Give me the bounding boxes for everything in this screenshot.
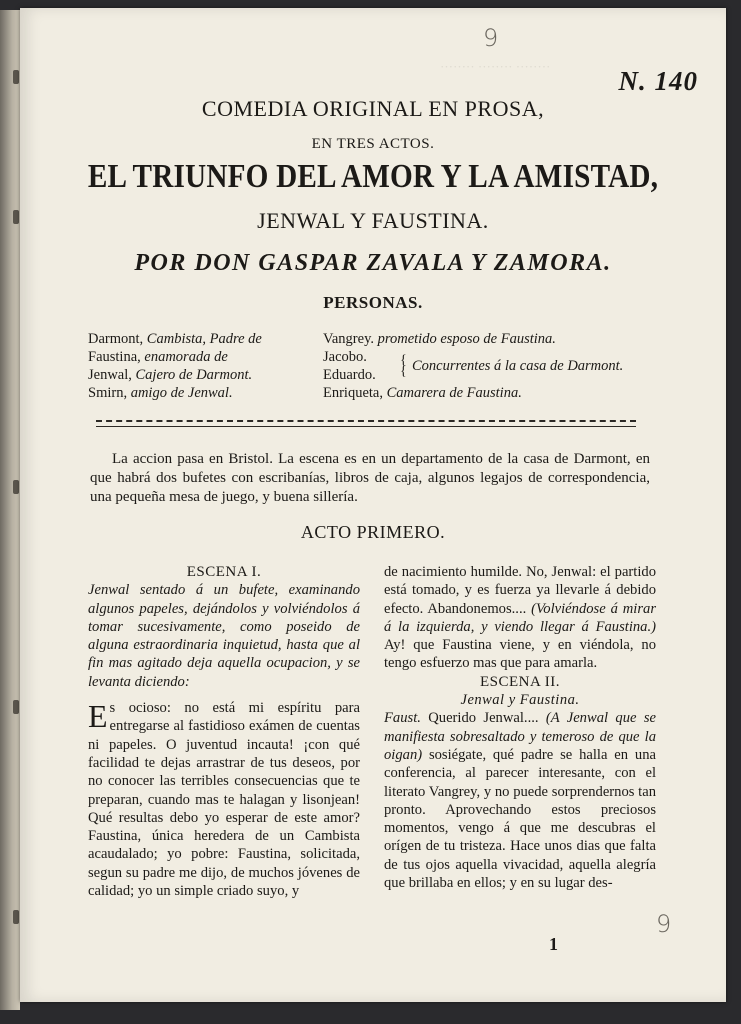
genre-heading: COMEDIA ORIGINAL EN PROSA, [201,96,545,121]
setting-paragraph: La accion pasa en Bristol. La escena es en un departamento de la casa de Darmont, en que habrá dos bufetes con escribanías, libros de caja, algunos legajos de correspondencia, una pequeña mesa de juego, y buena sillería. [90,451,650,505]
play-subtitle: JENWAL Y FAUSTINA. [257,208,489,233]
persona-entry: Smirn, amigo de Jenwal. [88,385,233,401]
concurrentes-note: Concurrentes á la casa de Darmont. [412,358,624,374]
persona-entry: Faustina, enamorada de [88,349,228,365]
act-heading: ACTO PRIMERO. [300,522,446,542]
persona-entry: Darmont, Cambista, Padre de [88,331,262,347]
author-line: POR DON GASPAR ZAVALA Y ZAMORA. [134,250,612,276]
binding-stitch [13,70,19,84]
persona-entry: Eduardo. [323,367,376,383]
persona-entry: Jenwal, Cajero de Darmont. [88,367,253,383]
binding-stitch [13,210,19,224]
personas-heading: PERSONAS. [323,293,423,312]
brace-symbol: { { [400,353,407,379]
scene-characters: Jenwal y Faustina. [460,692,580,709]
document-page [20,8,726,1002]
persona-entry: Vangrey. prometido esposo de Faustina. [323,331,556,347]
acts-heading: EN TRES ACTOS. [311,136,435,152]
persona-entry: Enriqueta, Camarera de Faustina. [323,385,522,401]
speaker-name: Faust. [384,710,421,727]
bleed-through-text: ········ ········ ········ [440,59,551,74]
decorative-rule [96,420,636,427]
pencil-annotation-top: 9 [483,24,499,52]
binding-stitch [13,910,19,924]
right-column [384,563,656,892]
scene-heading: ESCENA I. [186,564,262,580]
persona-entry: Jacobo. [323,349,367,365]
drop-cap: E [88,698,108,735]
binding-stitch [13,700,19,714]
personas-left-list [88,330,262,402]
scene-heading: ESCENA II. [480,673,560,690]
play-title: EL TRIUNFO DEL AMOR Y LA AMISTAD, [87,158,659,195]
page-number: 1 [549,934,558,954]
left-column [88,563,360,900]
binding-stitch [13,480,19,494]
stage-direction: Jenwal sentado á un bufete, examinando algunos papeles, dejándolos y volviéndolos á tomar sucesivamente, como poseido de alguna estraordinaria inquietud, hasta que al fin mas agitado deja aquella ocupacion, y se levanta diciendo: [88,582,360,690]
speech-paragraph: de nacimiento humilde. No, Jenwal: el partido está tomado, y es fuerza ya llevarle á debido efecto. Abandonemos.... (Volviéndose á mirar á la izquierda, y viendo llegar á Faustina.) Ay! que Faustina viene, y en viéndola, no tengo esfuerzo mas que para amarla. [384,564,656,672]
speech-paragraph: Es ocioso: no está mi espíritu para entregarse al fastidioso exámen de cuentas ni papeles. O juventud incauta! ¡con qué facilidad te dejas arrastrar de tus deseos, por no conocer las terribles consecuencias que te preparan, cuando mas te halagan y lisonjean! Qué resultas debo yo esperar de este amor? Faustina, única heredera de un Cambista acaudalado; yo pobre: Faustina, solicitada, segun su padre me dijo, de muchos jóvenes de calidad; yo un simple criado suyo, y [88,698,360,900]
speech-paragraph: Faust. Querido Jenwal.... (A Jenwal que se manifiesta sobresaltado y temeroso de que la oigan) sosiégate, qué padre se halla en una conferencia, al parecer interesante, con el literato Vangrey, y no puede sorprendernos tan pronto. Aprovechando estos preciosos momentos, vengo á que me descubras el orígen de tu tristeza. Hace unos dias que falta de tus ojos aquella vivacidad, aquella alegría que brillaba en ellos; y en su lugar des- [384,710,656,892]
pencil-annotation-bottom: 9 [656,910,672,938]
book-binding [0,10,20,1010]
issue-number: N. 140 [618,66,698,96]
